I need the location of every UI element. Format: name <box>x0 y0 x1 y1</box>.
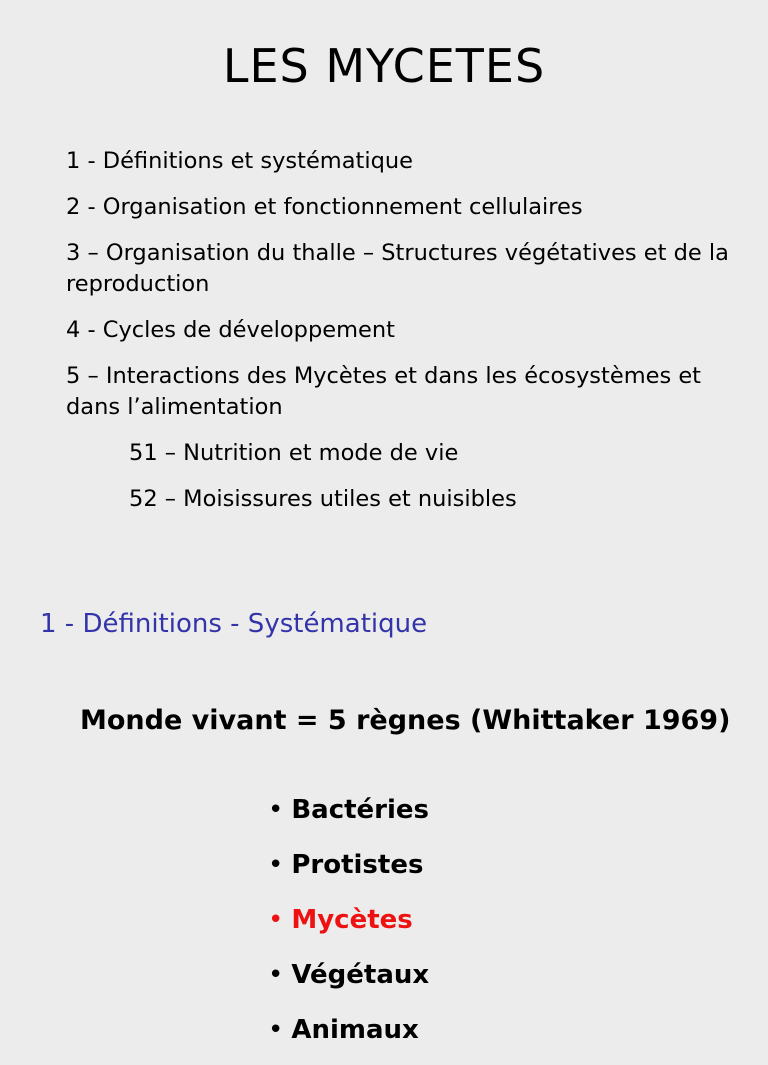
kingdom-name: Mycètes <box>291 905 413 935</box>
toc-item-4: 4 - Cycles de développement <box>66 317 395 343</box>
toc-item-51: 51 – Nutrition et mode de vie <box>129 440 459 466</box>
bullet-icon: • <box>268 850 284 880</box>
bullet-icon: • <box>268 960 284 990</box>
kingdom-name: Protistes <box>291 850 424 880</box>
kingdom-item-animaux <box>268 1010 429 1065</box>
toc-item-1: 1 - Définitions et systématique <box>66 148 413 174</box>
kingdom-name: Bactéries <box>291 795 430 825</box>
kingdom-item-bacteries <box>268 790 429 845</box>
toc-item-5: 5 – Interactions des Mycètes et dans les écosystèmes et dans l’alimentation <box>66 363 701 420</box>
kingdom-item-mycetes <box>268 900 429 955</box>
page-title: LES MYCETES <box>222 39 546 93</box>
bullet-icon: • <box>268 905 284 935</box>
bullet-icon: • <box>268 1015 284 1045</box>
kingdom-name: Animaux <box>291 1015 419 1045</box>
table-of-contents <box>66 146 746 530</box>
kingdom-item-vegetaux <box>268 955 429 1010</box>
toc-item-2: 2 - Organisation et fonctionnement cellulaires <box>66 194 583 220</box>
bullet-icon: • <box>268 795 284 825</box>
section-heading: 1 - Définitions - Systématique <box>40 609 428 639</box>
kingdom-name: Végétaux <box>291 960 430 990</box>
kingdoms-statement: Monde vivant = 5 règnes (Whittaker 1969) <box>80 705 731 736</box>
kingdom-item-protistes <box>268 845 429 900</box>
toc-item-52: 52 – Moisissures utiles et nuisibles <box>129 486 517 512</box>
toc-item-3: 3 – Organisation du thalle – Structures végétatives et de la reproduction <box>66 240 729 297</box>
